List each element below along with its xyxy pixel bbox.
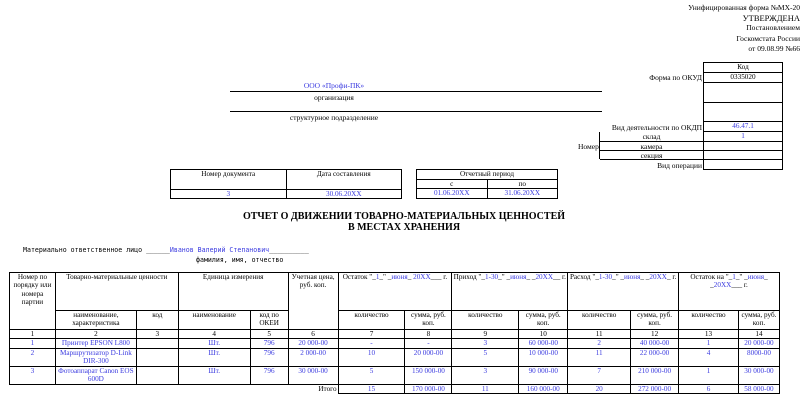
operation-label: Вид операции — [657, 161, 702, 170]
table-row — [10, 348, 780, 366]
row-price: 20 000-00 — [288, 339, 338, 348]
header-text: Приход "_ — [453, 273, 485, 281]
organization-caption: организация — [314, 93, 354, 102]
responsible-caption: фамилия, имя, отчество — [196, 256, 284, 264]
subheader-qty: количество — [679, 311, 739, 330]
row-start-sum: 150 000-00 — [405, 366, 452, 384]
col-number: 13 — [679, 330, 739, 339]
divider — [600, 141, 703, 142]
header-day: 1-30 — [598, 273, 613, 281]
header-day: 1-30 — [484, 273, 499, 281]
division-line — [230, 111, 602, 112]
col-number: 12 — [631, 330, 679, 339]
row-price: 30 000-00 — [288, 366, 338, 384]
col-number: 2 — [55, 330, 136, 339]
row-name: Принтер EPSON L800 — [55, 339, 136, 348]
sklad-value: 1 — [704, 132, 783, 142]
col-number: 4 — [178, 330, 250, 339]
form-header-line: Унифицированная форма №МХ-20 — [688, 3, 800, 12]
subheader-sum: сумма, руб. коп. — [631, 311, 679, 330]
doc-number-header: Номер документа — [171, 170, 287, 190]
subheader-sum: сумма, руб. коп. — [519, 311, 568, 330]
report-title-line1: ОТЧЕТ О ДВИЖЕНИИ ТОВАРНО-МАТЕРИАЛЬНЫХ ЦЕННОСТЕЙ — [242, 211, 566, 222]
header-month: июня — [391, 273, 408, 281]
header-text: _ _ — [710, 273, 768, 290]
row-in-qty: 3 — [452, 366, 519, 384]
subheader-unit-name: наименование — [178, 311, 250, 330]
total-label: Итого — [10, 384, 339, 393]
header-year: 20XX — [413, 273, 431, 281]
col-number: 9 — [452, 330, 519, 339]
row-out-sum: 40 000-00 — [631, 339, 679, 348]
row-start-qty: 10 — [338, 348, 405, 366]
header-month: июня — [747, 273, 765, 281]
row-out-sum: 22 000-00 — [631, 348, 679, 366]
header-text: _" _ — [498, 273, 511, 281]
header-text: _ г. — [666, 273, 677, 281]
organization-name: ООО «Профи-ПК» — [303, 81, 365, 90]
form-header-line: Госкомстата России — [736, 33, 800, 43]
header-text: _ _ — [640, 273, 650, 281]
row-okei: 796 — [250, 366, 288, 384]
row-out-qty: 11 — [568, 348, 631, 366]
header-month: июня — [510, 273, 527, 281]
header-goods: Товарно-материальные ценности — [55, 273, 178, 311]
doc-date-header: Дата составления — [286, 170, 402, 190]
movement-table — [9, 272, 780, 394]
row-okei: 796 — [250, 339, 288, 348]
subheader-sum: сумма, руб. коп. — [405, 311, 452, 330]
row-unit: Шт. — [178, 348, 250, 366]
report-title — [0, 212, 808, 233]
row-out-qty: 2 — [568, 339, 631, 348]
header-number: Номер по порядку или номера партии — [10, 273, 56, 330]
sekciya-value — [704, 151, 783, 160]
col-number: 3 — [136, 330, 178, 339]
row-in-qty: 3 — [452, 339, 519, 348]
subheader-qty: количество — [452, 311, 519, 330]
row-start-qty: - — [338, 339, 405, 348]
header-year: 20XX — [535, 273, 554, 281]
row-number: 3 — [10, 366, 56, 384]
form-header-line: от 09.08.99 №66 — [748, 43, 800, 53]
table-row — [10, 339, 780, 348]
period-from-header: с — [417, 180, 488, 189]
codes-header: Код — [704, 63, 783, 73]
subheader-okei: код по ОКЕИ — [250, 311, 288, 330]
organization-line — [230, 91, 602, 92]
row-in-sum: 60 000-00 — [519, 339, 568, 348]
header-day: 1 — [732, 273, 736, 281]
row-price: 2 000-00 — [288, 348, 338, 366]
period-to-header: по — [487, 180, 558, 189]
header-year: 20XX — [649, 273, 667, 281]
report-title-line2: В МЕСТАХ ХРАНЕНИЯ — [347, 221, 461, 233]
header-text: _" _ — [379, 273, 392, 281]
period-header: Отчетный период — [417, 170, 558, 180]
table-row — [10, 366, 780, 384]
col-number: 5 — [250, 330, 288, 339]
header-text: Остаток на "_ — [690, 273, 733, 281]
row-okei: 796 — [250, 348, 288, 366]
header-unit: Единица измерения — [178, 273, 288, 311]
row-start-qty: 5 — [338, 366, 405, 384]
total-start-qty: 15 — [338, 384, 405, 393]
responsible-trail: __________ — [269, 246, 309, 254]
total-in-qty: 11 — [452, 384, 519, 393]
col-number: 7 — [338, 330, 405, 339]
header-start-balance — [338, 273, 452, 311]
row-number: 1 — [10, 339, 56, 348]
operation-value — [704, 160, 783, 170]
row-end-qty: 1 — [679, 366, 739, 384]
row-unit: Шт. — [178, 366, 250, 384]
header-text: _" _ — [735, 273, 748, 281]
header-month: июня — [624, 273, 641, 281]
row-end-sum: 20 000-00 — [738, 339, 779, 348]
col-number: 8 — [405, 330, 452, 339]
header-text: Остаток "_ — [342, 273, 376, 281]
code-empty-2 — [704, 103, 783, 122]
total-out-qty: 20 — [568, 384, 631, 393]
row-number: 2 — [10, 348, 56, 366]
responsible-name: Иванов Валерий Степанович — [169, 246, 270, 254]
header-text: ___ г. — [731, 281, 748, 290]
period-table — [416, 169, 558, 199]
row-end-sum: 8000-00 — [738, 348, 779, 366]
row-code — [136, 348, 178, 366]
col-number: 11 — [568, 330, 631, 339]
row-start-sum: - — [405, 339, 452, 348]
kamera-label: камера — [640, 142, 663, 151]
period-to: 31.06.20XX — [487, 189, 558, 198]
header-text: Расход "_ — [569, 273, 599, 281]
row-end-qty: 1 — [679, 339, 739, 348]
subheader-sum: сумма, руб. коп. — [738, 311, 779, 330]
sklad-label: склад — [642, 132, 661, 141]
row-end-qty: 4 — [679, 348, 739, 366]
responsible-label: Материально ответственное лицо ______ — [23, 246, 170, 254]
header-text: _ _ — [526, 273, 536, 281]
okdp-label: Вид деятельности по ОКДП — [611, 123, 702, 132]
row-out-sum: 210 000-00 — [631, 366, 679, 384]
period-from: 01.06.20XX — [417, 189, 488, 198]
form-header-line: Постановлением — [746, 23, 800, 33]
header-price: Учетная цена, руб. коп. — [288, 273, 338, 330]
row-start-sum: 20 000-00 — [405, 348, 452, 366]
divider — [600, 159, 703, 160]
okud-label: Форма по ОКУД — [649, 73, 702, 82]
row-name: Фотоаппарат Canon EOS 600D — [55, 366, 136, 384]
number-label: Номер — [578, 142, 599, 151]
header-end-balance — [679, 273, 780, 311]
col-number: 6 — [288, 330, 338, 339]
sekciya-label: секция — [640, 151, 663, 160]
okdp-value: 46.47.1 — [704, 122, 783, 132]
row-in-sum: 10 000-00 — [519, 348, 568, 366]
divider — [600, 150, 703, 151]
form-header — [688, 3, 800, 54]
doc-number: 3 — [171, 190, 287, 199]
row-name: Маршрутизатор D-Link DIR-300 — [55, 348, 136, 366]
header-year: 20XX — [713, 281, 732, 290]
kamera-value — [704, 142, 783, 151]
codes-table — [703, 62, 783, 170]
total-in-sum: 160 000-00 — [519, 384, 568, 393]
total-row — [10, 384, 780, 393]
row-in-qty: 5 — [452, 348, 519, 366]
subheader-code: код — [136, 311, 178, 330]
divider — [599, 132, 600, 159]
subheader-qty: количество — [338, 311, 405, 330]
header-text: ___ г. — [430, 273, 448, 281]
okud-value: 0335020 — [704, 73, 783, 83]
col-number: 10 — [519, 330, 568, 339]
doc-date: 30.06.20XX — [286, 190, 402, 199]
responsible-person — [23, 246, 309, 254]
row-code — [136, 366, 178, 384]
col-number: 14 — [738, 330, 779, 339]
total-end-sum: 58 000-00 — [738, 384, 779, 393]
division-caption: структурное подразделение — [289, 113, 379, 122]
subheader-name: наименование, характеристика — [55, 311, 136, 330]
header-day: 1 — [375, 273, 380, 281]
subheader-qty: количество — [568, 311, 631, 330]
form-header-line: УТВЕРЖДЕНА — [742, 13, 800, 24]
total-start-sum: 170 000-00 — [405, 384, 452, 393]
header-text: __ г. — [553, 273, 566, 281]
total-out-sum: 272 000-00 — [631, 384, 679, 393]
row-in-sum: 90 000-00 — [519, 366, 568, 384]
row-end-sum: 30 000-00 — [738, 366, 779, 384]
header-text: _" _ — [612, 273, 625, 281]
header-expense — [568, 273, 679, 311]
row-out-qty: 7 — [568, 366, 631, 384]
row-unit: Шт. — [178, 339, 250, 348]
header-text: _ — [407, 273, 414, 281]
col-number: 1 — [10, 330, 56, 339]
document-table — [170, 169, 402, 199]
row-code — [136, 339, 178, 348]
total-end-qty: 6 — [679, 384, 739, 393]
code-empty-1 — [704, 83, 783, 103]
header-income — [452, 273, 568, 311]
